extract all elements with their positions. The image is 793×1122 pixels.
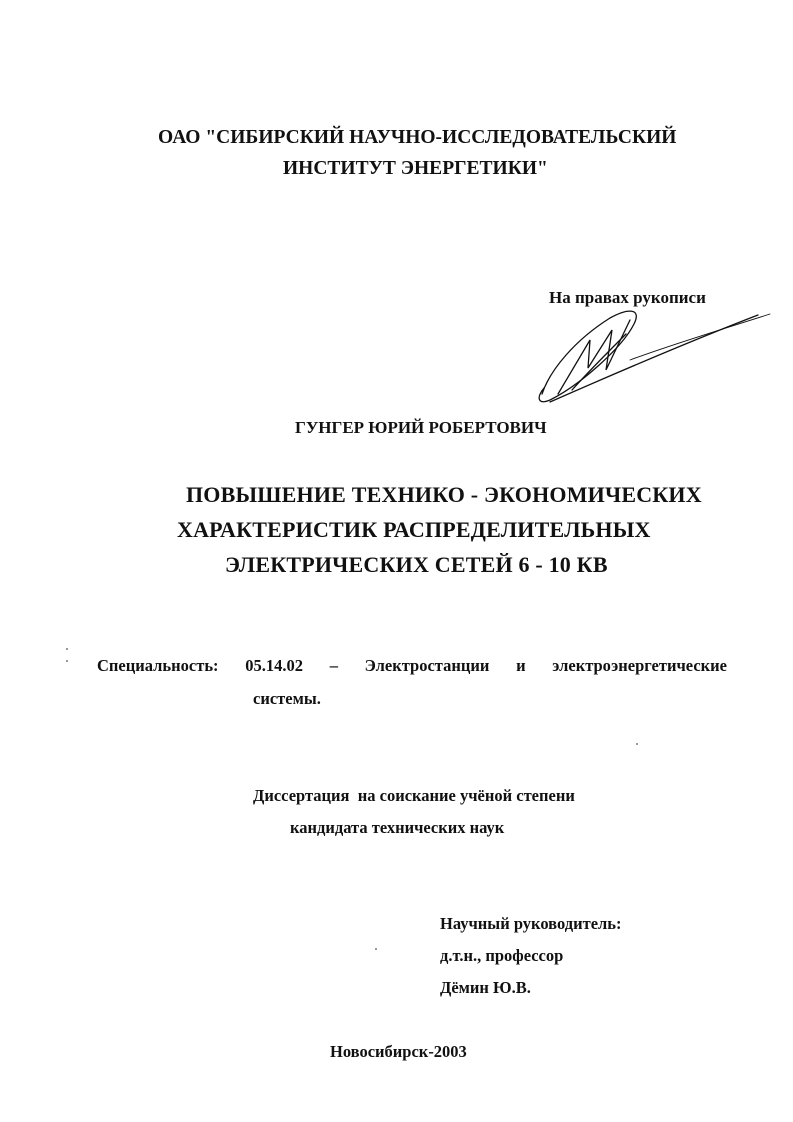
specialty-code: 05.14.02 <box>245 656 303 675</box>
scan-speck <box>636 743 638 745</box>
title-line-2: ХАРАКТЕРИСТИК РАСПРЕДЕЛИТЕЛЬНЫХ <box>177 517 651 542</box>
organization-line-1: ОАО "СИБИРСКИЙ НАУЧНО-ИССЛЕДОВАТЕЛЬСКИЙ <box>158 127 677 148</box>
organization-line-2: ИНСТИТУТ ЭНЕРГЕТИКИ" <box>283 158 548 179</box>
scan-speck <box>375 948 377 950</box>
scan-speck <box>66 648 68 650</box>
specialty-word-2: и <box>516 656 526 675</box>
author-name: ГУНГЕР ЮРИЙ РОБЕРТОВИЧ <box>295 418 547 437</box>
scan-speck <box>66 660 68 662</box>
specialty-dash: – <box>329 656 338 675</box>
specialty-row <box>97 656 727 676</box>
title-line-1: ПОВЫШЕНИЕ ТЕХНИКО - ЭКОНОМИЧЕСКИХ <box>186 482 702 507</box>
supervisor-degree: д.т.н., профессор <box>440 946 564 965</box>
dissertation-line-1: Диссертация на соискание учёной степени <box>253 786 575 805</box>
specialty-label: Специальность: <box>97 656 219 675</box>
supervisor-label: Научный руководитель: <box>440 914 622 933</box>
dissertation-line-2: кандидата технических наук <box>290 818 505 837</box>
city-year: Новосибирск-2003 <box>330 1042 467 1061</box>
signature-image <box>530 290 780 410</box>
specialty-word-1: Электростанции <box>364 656 490 675</box>
supervisor-name: Дёмин Ю.В. <box>440 978 531 997</box>
specialty-word-3: электроэнергетические <box>552 656 727 675</box>
title-line-3: ЭЛЕКТРИЧЕСКИХ СЕТЕЙ 6 - 10 КВ <box>225 552 608 577</box>
manuscript-note: На правах рукописи <box>549 288 706 307</box>
specialty-continuation: системы. <box>253 689 321 708</box>
